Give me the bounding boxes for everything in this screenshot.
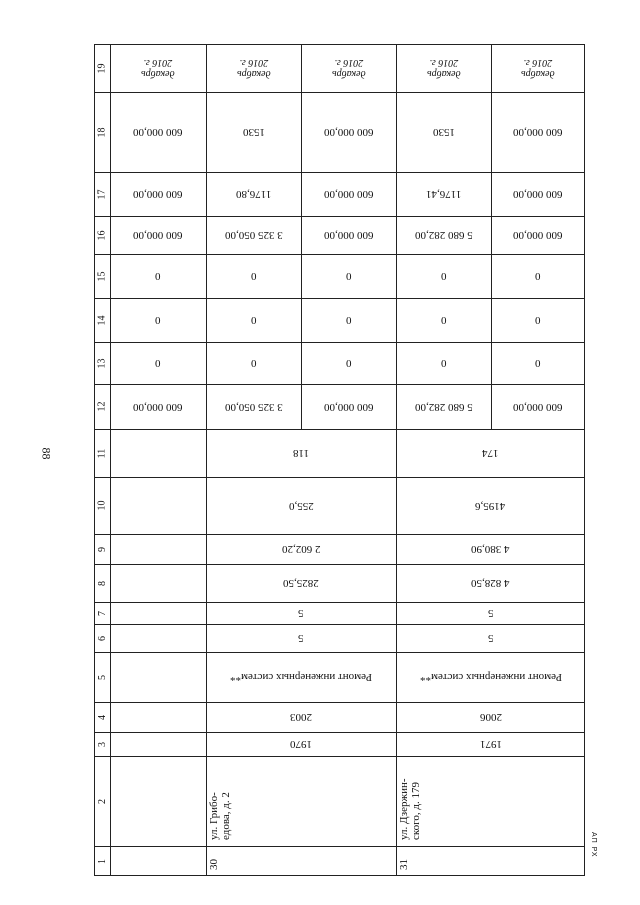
column-header-12: 12 (96, 401, 108, 412)
row31-sub_b-c13: 0 (535, 357, 541, 369)
row30-c8: 2825,50 (283, 577, 319, 589)
row30-number: 30 (208, 859, 220, 870)
row30-sub_b-c18: 600 000,00 (323, 126, 374, 138)
row30-sub_b-c19: декабрь 2016 г. (331, 57, 366, 79)
column-header-16: 16 (96, 230, 108, 240)
row31-sub_a-c17: 1176,41 (425, 188, 462, 200)
row30-sub_a-c19: декабрь 2016 г. (236, 57, 271, 79)
row31-sub_a-c14: 0 (440, 314, 447, 326)
row30-sub_a-c14: 0 (250, 314, 257, 326)
row31-sub_b-c14: 0 (535, 314, 541, 326)
row31-c11: 174 (482, 447, 499, 459)
row30-sub_b-c14: 0 (345, 314, 352, 326)
row0-c16: 600 000,00 (133, 229, 183, 241)
row30-sub_b-c12: 600 000,00 (323, 400, 374, 413)
table-hline (94, 846, 585, 847)
row0-c17: 600 000,00 (133, 188, 183, 200)
row30-sub_a-c13: 0 (250, 357, 257, 369)
row30-c9: 2 602,20 (281, 543, 321, 555)
row31-c3: 1971 (479, 738, 502, 750)
row31-c5: Ремонт инженерных систем** (419, 671, 562, 683)
row0-c18: 600 000,00 (133, 126, 183, 138)
row30-sub_b-c17: 600 000,00 (323, 188, 374, 200)
row0-c15: 0 (155, 270, 161, 282)
column-header-7: 7 (96, 610, 108, 616)
row30-c7: 5 (298, 607, 304, 619)
row31-sub_a-c15: 0 (440, 270, 447, 282)
row31-c4: 2006 (479, 711, 502, 723)
column-header-11: 11 (96, 448, 108, 458)
row31-c8: 4 828,50 (471, 577, 510, 589)
column-header-14: 14 (96, 315, 108, 325)
row31-sub_b-c17: 600 000,00 (513, 188, 563, 200)
column-header-13: 13 (96, 358, 108, 368)
row30-sub_a-c17: 1176,80 (235, 188, 272, 200)
row31-sub_b-c12: 600 000,00 (513, 400, 563, 413)
row30-sub_a-c18: 1530 (242, 126, 265, 138)
row31-number: 31 (398, 859, 410, 870)
row31-sub_a-c19: декабрь 2016 г. (426, 57, 461, 79)
row31-sub_b-c16: 600 000,00 (513, 229, 563, 241)
rotated-data-table (94, 44, 585, 876)
row31-c7: 5 (487, 607, 494, 619)
row31-address: ул. Дзержин- ского, д. 179 (398, 778, 422, 840)
column-header-8: 8 (96, 580, 108, 586)
row31-c6: 5 (487, 632, 494, 644)
row31-sub_b-c15: 0 (535, 270, 541, 282)
column-header-1: 1 (96, 858, 108, 864)
column-header-17: 17 (96, 189, 108, 199)
column-header-9: 9 (96, 546, 108, 552)
page-number: 88 (39, 447, 54, 460)
row30-c10: 255,0 (288, 499, 314, 512)
row0-c19: декабрь 2016 г. (141, 57, 175, 79)
table-hline (94, 875, 585, 876)
row30-sub_a-c16: 3 325 050,00 (224, 229, 283, 241)
column-header-19: 19 (96, 63, 108, 73)
row31-sub_a-c12: 5 680 282,00 (414, 400, 473, 413)
row31-sub_a-c16: 5 680 282,00 (414, 229, 473, 241)
row0-c12: 600 000,00 (133, 400, 183, 413)
row30-address: ул. Грибо- едова, д. 2 (208, 792, 232, 840)
row31-c9: 4 380,90 (471, 543, 510, 555)
row30-sub_b-c13: 0 (345, 357, 352, 369)
column-header-18: 18 (96, 127, 108, 137)
column-header-6: 6 (96, 635, 108, 641)
row30-sub_a-c15: 0 (250, 270, 257, 282)
row0-c14: 0 (155, 314, 161, 326)
column-header-3: 3 (96, 741, 108, 747)
column-header-15: 15 (96, 271, 108, 281)
row31-c10: 4195,6 (475, 499, 506, 512)
row30-c6: 5 (298, 632, 304, 644)
row30-c4: 2003 (290, 711, 312, 723)
row30-c5: Ремонт инженерных систем** (230, 671, 372, 683)
row30-sub_b-c16: 600 000,00 (323, 229, 374, 241)
column-header-10: 10 (96, 500, 108, 511)
row30-sub_b-c15: 0 (345, 270, 352, 282)
column-header-4: 4 (96, 714, 108, 720)
footer-mark: АП РХ (590, 832, 597, 858)
row30-c3: 1970 (290, 738, 312, 750)
row31-sub_a-c13: 0 (440, 357, 447, 369)
row31-sub_a-c18: 1530 (432, 126, 455, 138)
column-header-5: 5 (96, 674, 108, 680)
row31-sub_b-c19: декабрь 2016 г. (521, 57, 555, 79)
column-header-2: 2 (96, 798, 108, 804)
row30-c11: 118 (292, 447, 310, 459)
table-hline (94, 756, 585, 757)
row0-c13: 0 (155, 357, 161, 369)
row31-sub_b-c18: 600 000,00 (513, 126, 563, 138)
row30-sub_a-c12: 3 325 050,00 (224, 400, 283, 413)
